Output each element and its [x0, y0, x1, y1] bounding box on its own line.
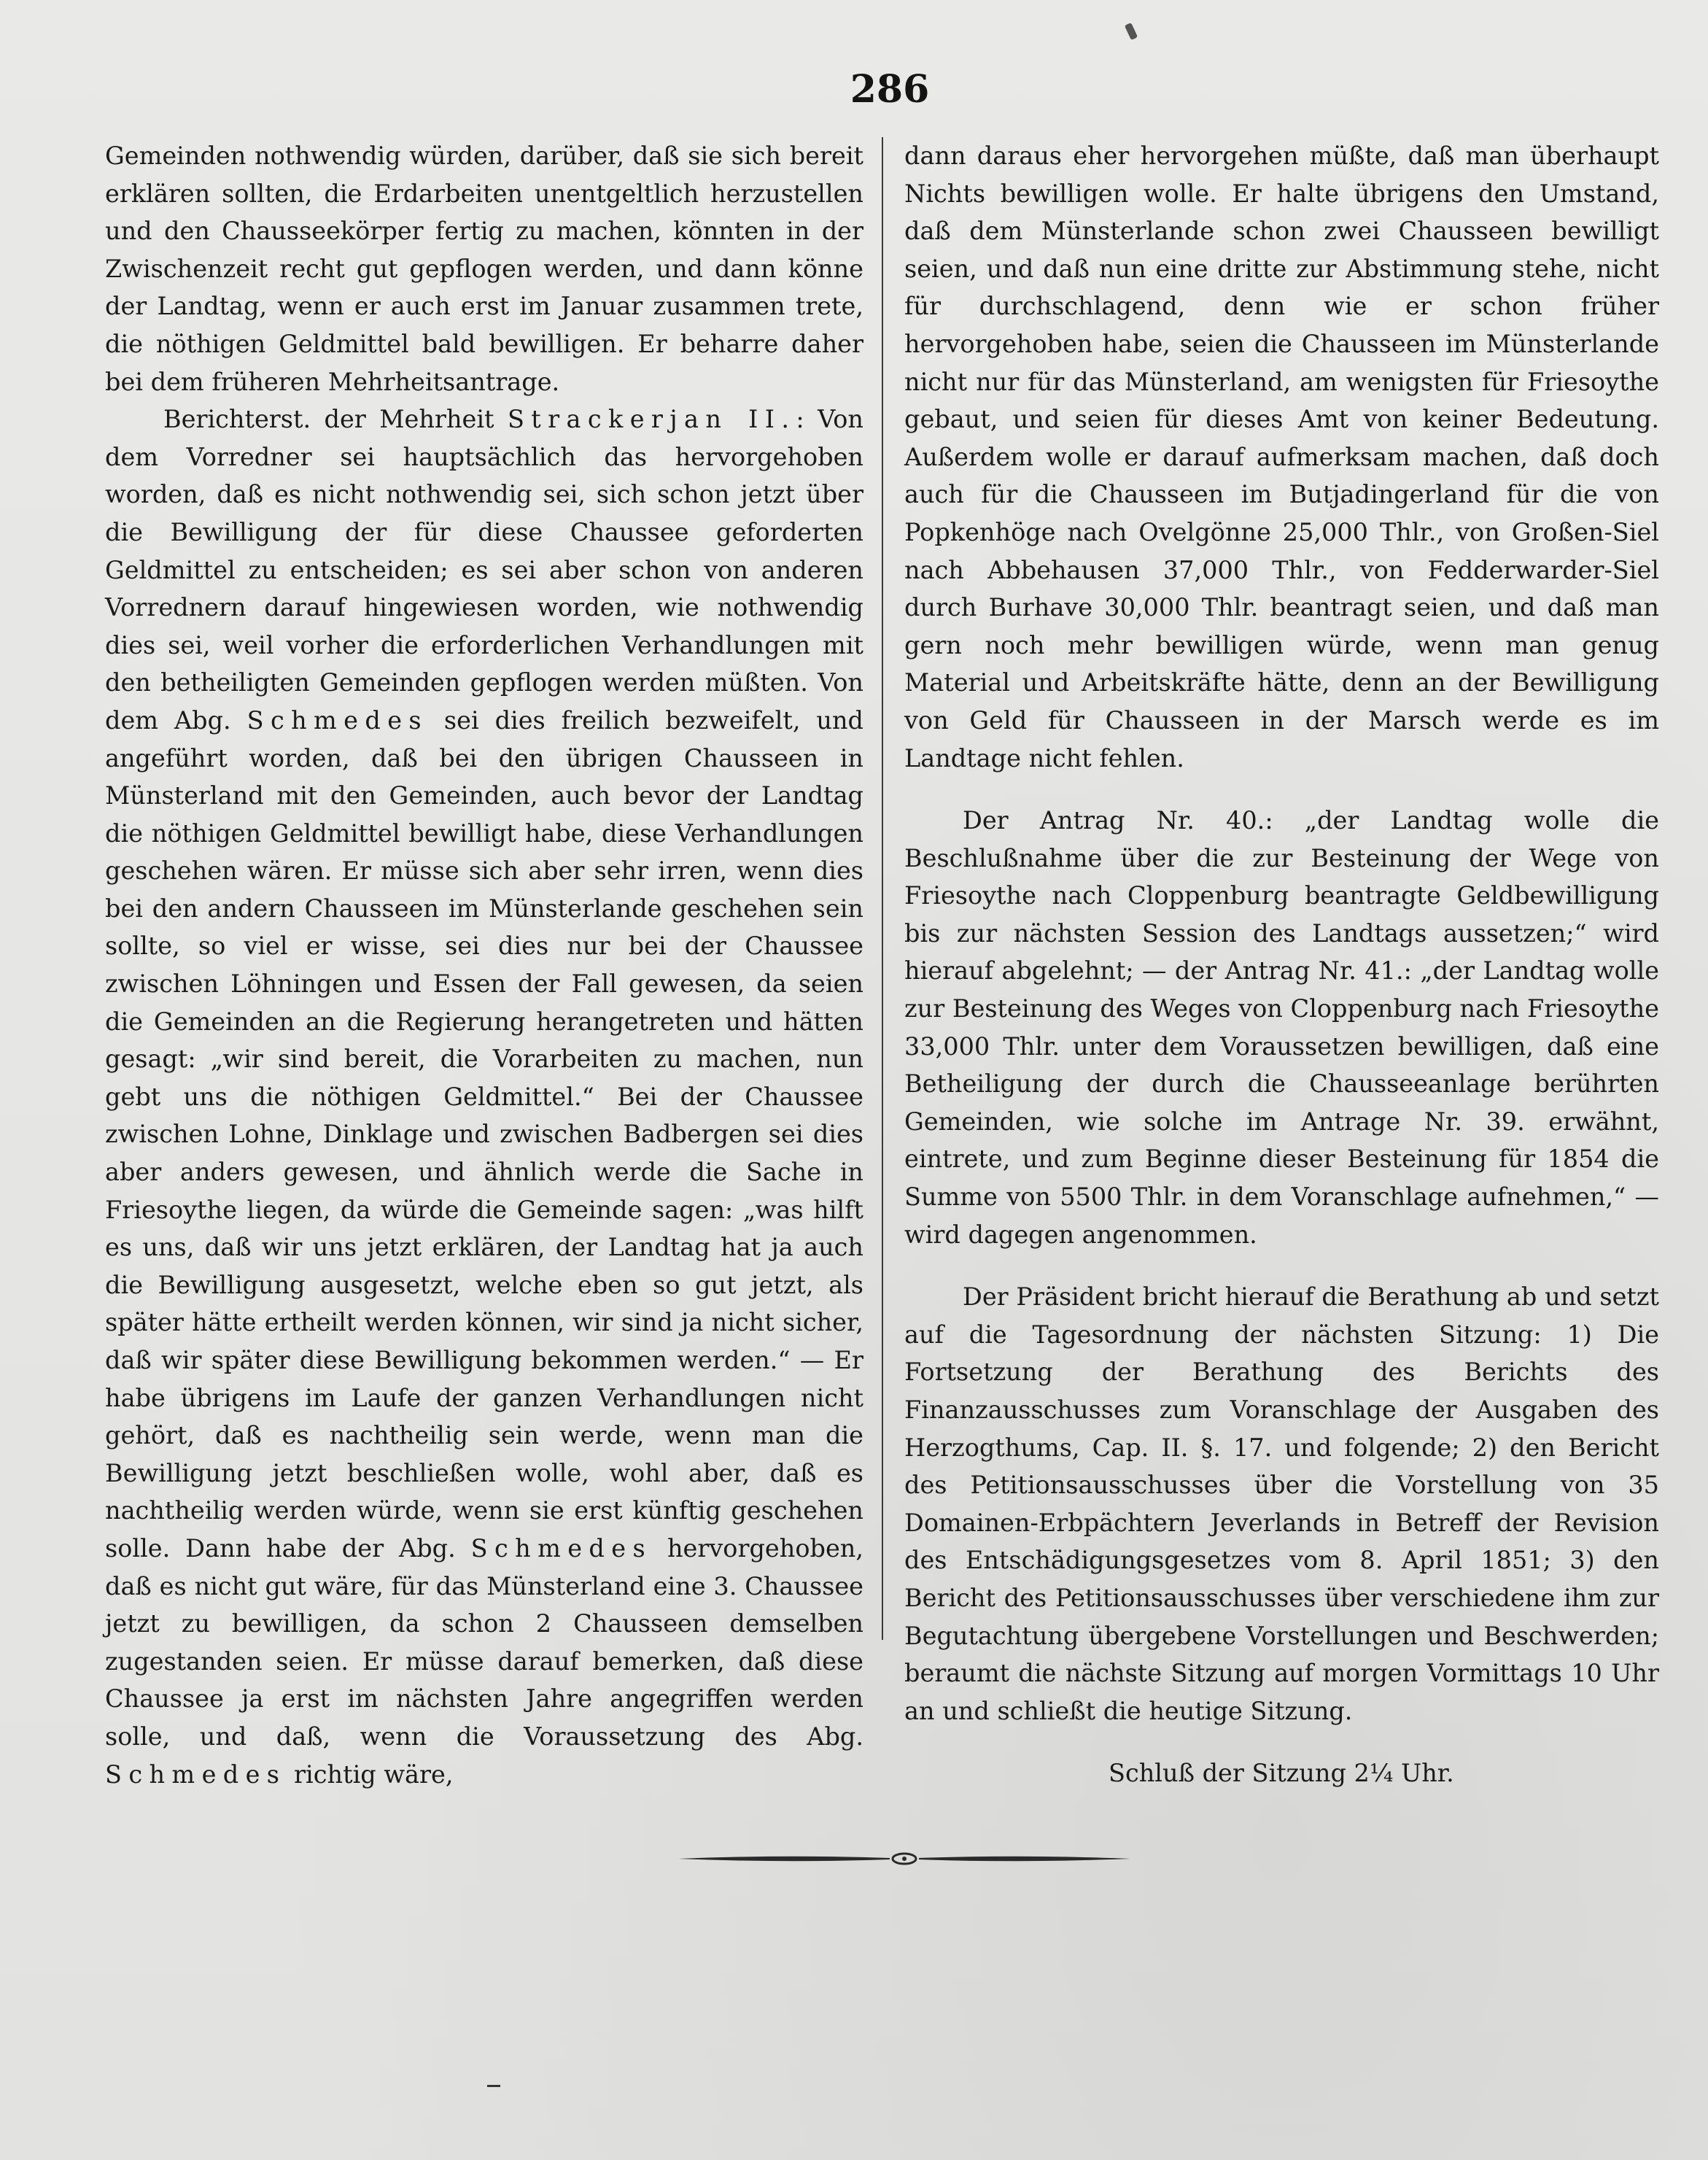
member-name: Schmedes: [105, 1760, 287, 1789]
paragraph-motion-vote: Der Antrag Nr. 40.: „der Landtag wolle die Beschlußnahme über die zur Besteinung der Wege von Friesoythe nach Cloppenburg beantragte Geldbewilligung bis zur nächsten Session des Landtags aussetzen;“ wird hierauf abgelehnt; — der Antrag Nr. 41.: „der Landtag wolle zur Besteinung des Weges von Cloppenburg nach Friesoythe 33,000 Thlr. unter dem Voraussetzen bewilligen, daß eine Betheiligung der durch die Chausseeanlage berührten Gemeinden, wie solche im Antrage Nr. 39. erwähnt, eintrete, und zum Beginne dieser Besteinung für 1854 die Summe von 5500 Thlr. in dem Voranschlage aufnehmen,“ — wird dagegen angenommen.: [904, 806, 1659, 1249]
footer-dash: [487, 2085, 500, 2087]
paragraph-text: richtig wäre,: [294, 1760, 454, 1789]
paragraph-rapporteur: [105, 400, 863, 1793]
ornament-right-swell: [919, 1857, 1130, 1862]
paragraph-continuation: [105, 137, 863, 400]
speaker-name: Strackerjan II.: [507, 405, 796, 434]
paragraph-text: Gemeinden nothwendig würden, darüber, daß sie sich bereit erklären sollten, die Erdarbeiten unentgeltlich herzustellen und den Chausseekörper fertig zu machen, könnten in der Zwischenzeit recht gut gepflogen werden, und dann könne der Landtag, wenn er auch erst im Januar zusammen trete, die nöthigen Geldmittel bald bewilligen. Er beharre daher bei dem früheren Mehrheitsantrage.: [105, 142, 863, 396]
paragraph-text: : Von dem Vorredner sei hauptsächlich das hervorgehoben worden, daß es nicht nothwendig sei, sich schon jetzt über die Bewilligung der für diese Chaussee geforderten Geldmittel zu entscheiden; es sei aber schon von anderen Vorrednern darauf hingewiesen worden, wie nothwendig dies sei, weil vorher die erforderlichen Verhandlungen mit den betheiligten Gemeinden gepflogen werden müßten. Von dem Abg.: [105, 405, 863, 735]
session-closing: Schluß der Sitzung 2¼ Uhr.: [1109, 1759, 1454, 1788]
member-name: Schmedes: [470, 1533, 653, 1563]
page-number: 286: [850, 67, 930, 112]
paragraph-text: hervorgehoben, daß es nicht gut wäre, für das Münsterland eine 3. Chaussee jetzt zu bewilligen, da schon 2 Chausseen demselben zugestanden seien. Er müsse darauf bemerken, daß diese Chaussee ja erst im nächsten Jahre angegriffen werden solle, und daß, wenn die Voraussetzung des Abg.: [105, 1533, 863, 1751]
right-column: [904, 137, 1659, 1792]
member-name: Schmedes: [247, 705, 428, 735]
ink-speck: [1125, 23, 1138, 40]
left-column: [105, 137, 863, 1793]
paragraph-text: sei dies freilich bezweifelt, und angeführt worden, daß bei den übrigen Chausseen in Münsterland mit den Gemeinden, auch bevor der Landtag die nöthigen Geldmittel bewilligt habe, diese Verhandlungen geschehen wären. Er müsse sich aber sehr irren, wenn dies bei den andern Chausseen im Münsterlande geschehen sein sollte, so viel er wisse, sei dies nur bei der Chaussee zwischen Löhningen und Essen der Fall gewesen, da seien die Gemeinden an die Regierung herangetreten und hätten gesagt: „wir sind bereit, die Vorarbeiten zu machen, nun gebt uns die nöthigen Geldmittel.“ Bei der Chaussee zwischen Lohne, Dinklage und zwischen Badbergen sei dies aber anders gewesen, und ähnlich werde die Sache in Friesoythe liegen, da würde die Gemeinde sagen: „was hilft es uns, daß wir uns jetzt erklären, der Landtag hat ja auch die Bewilligung ausgesetzt, welche eben so gut jetzt, als später hätte ertheilt werden können, wir sind ja nicht sicher, daß wir später diese Bewilligung bekommen werden.“ — Er habe übrigens im Laufe der ganzen Verhandlungen nicht gehört, daß es nachtheilig sein werde, wenn man die Bewilligung jetzt beschließen wolle, wohl aber, daß es nachtheilig werden würde, wenn sie erst künftig geschehen solle. Dann habe der Abg.: [105, 705, 863, 1563]
ornament-center-dot: [902, 1857, 907, 1861]
ornament-left-swell: [678, 1857, 890, 1862]
column-divider: [882, 137, 883, 1640]
ornamental-rule: [671, 1844, 1138, 1873]
paragraph-continuation: dann daraus eher hervorgehen müßte, daß man überhaupt Nichts bewilligen wolle. Er halte übrigens den Umstand, daß dem Münsterlande schon zwei Chausseen bewilligt seien, und daß nun eine dritte zur Abstimmung stehe, nicht für durchschlagend, denn wie er schon früher hervorgehoben habe, seien die Chausseen im Münsterlande nicht nur für das Münsterland, am wenigsten für Friesoythe gebaut, und seien für dieses Amt von keiner Bedeutung. Außerdem wolle er darauf aufmerksam machen, daß doch auch für die Chausseen im Butjadingerland für die von Popkenhöge nach Ovelgönne 25,000 Thlr., von Großen-Siel nach Abbehausen 37,000 Thlr., von Fedderwarder-Siel durch Burhave 30,000 Thlr. beantragt seien, und daß man gern noch mehr bewilligen würde, wenn man genug Material und Arbeitskräfte hätte, denn an der Bewilligung von Geld für Chausseen in der Marsch werde es im Landtage nicht fehlen.: [904, 142, 1659, 773]
paragraph-agenda: Der Präsident bricht hierauf die Berathung ab und setzt auf die Tagesordnung der nächsten Sitzung: 1) Die Fortsetzung der Berathung des Berichts des Finanzausschusses zum Voranschlage der Ausgaben des Herzogthums, Cap. II. §. 17. und folgende; 2) den Bericht des Petitionsausschusses über die Vorstellung von 35 Domainen-Erbpächtern Jeverlands in Betreff der Revision des Entschädigungsgesetzes vom 8. April 1851; 3) den Bericht des Petitionsausschusses über verschiedene ihm zur Begutachtung übergebene Vorstellungen und Beschwerden; beraumt die nächste Sitzung auf morgen Vormittags 10 Uhr an und schließt die heutige Sitzung.: [904, 1282, 1659, 1725]
speaker-role: Berichterst. der Mehrheit: [163, 405, 494, 434]
